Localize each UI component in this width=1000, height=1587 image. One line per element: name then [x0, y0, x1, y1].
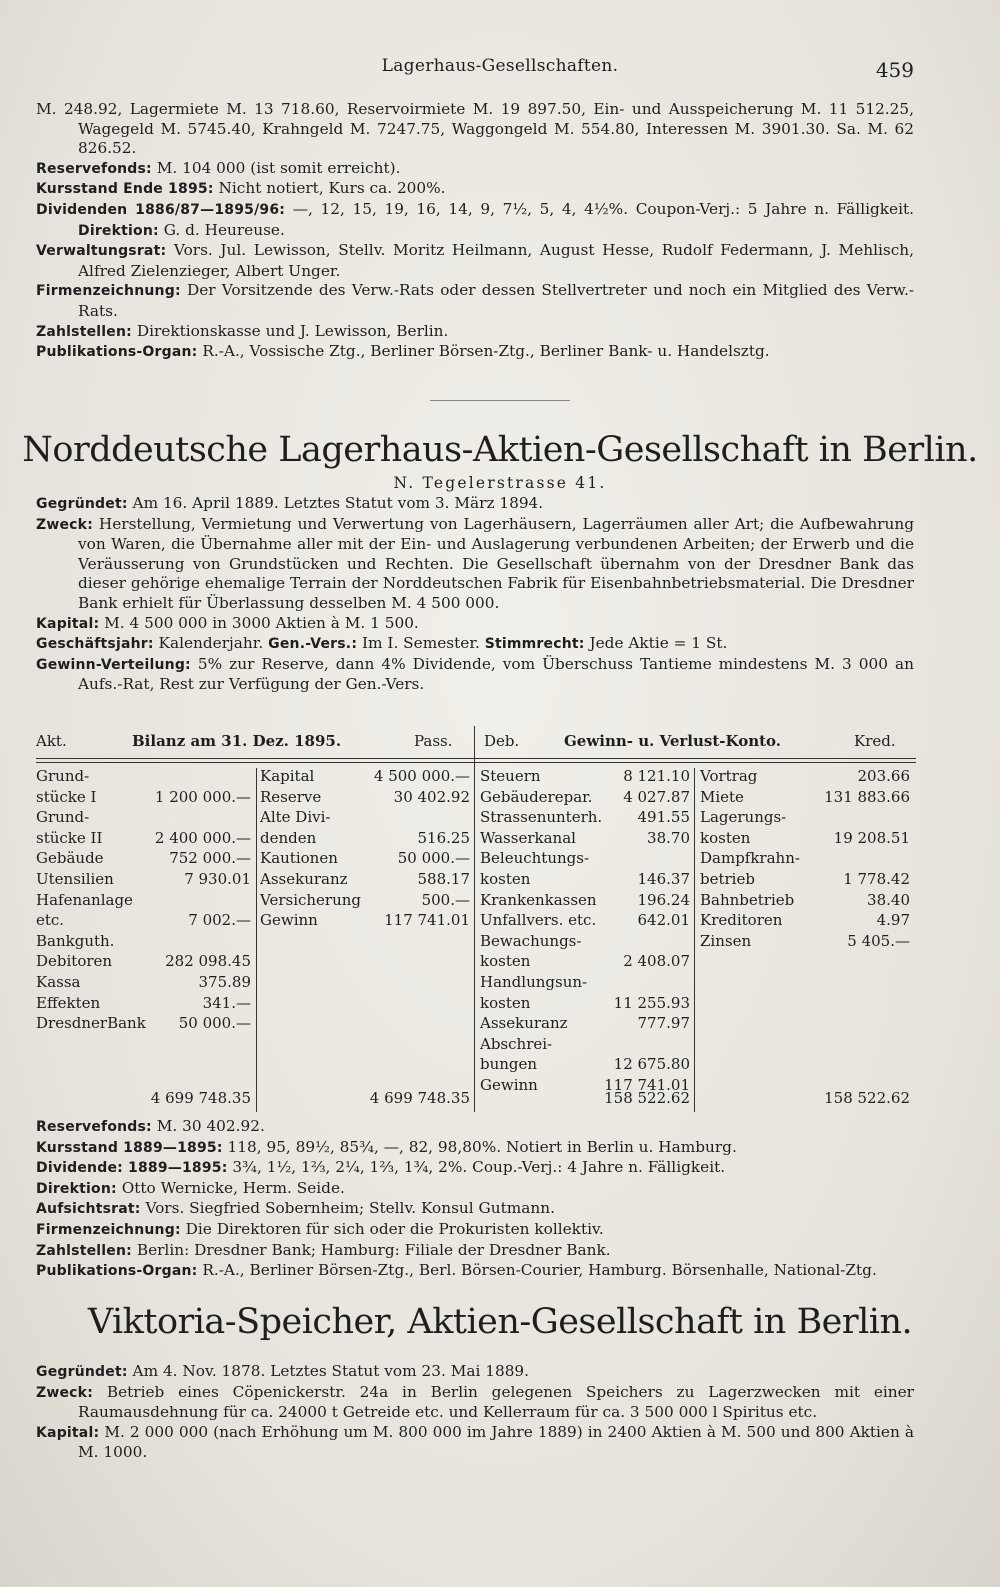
passiva-row-value: 516.25 — [417, 828, 470, 847]
guv-sum-kredit: 158 522.62 — [824, 1089, 910, 1107]
kredit-row-label: Vortrag — [700, 767, 758, 785]
debet-row-value: 11 255.93 — [613, 993, 690, 1012]
prev-kursstand: Kursstand Ende 1895: Nicht notiert, Kurs ca. 200%. — [36, 179, 446, 198]
debet-row-value: 642.01 — [637, 911, 690, 930]
passiva-row-label: Kautionen — [260, 849, 338, 868]
debet-row-label: Strassenunterh. — [480, 808, 603, 827]
running-title: Lagerhaus-Gesellschaften. — [381, 56, 619, 76]
debet-row-value: 38.70 — [647, 828, 690, 847]
bilanz-akt-label: Akt. — [36, 732, 67, 750]
kredit-row-label: betrieb — [700, 870, 755, 888]
section-divider — [430, 400, 570, 401]
nla-firmenzeichnung: Firmenzeichnung: Die Direktoren für sich oder die Prokuristen kollektiv. — [36, 1219, 604, 1238]
passiva-row-value: 588.17 — [417, 870, 470, 888]
passiva-row-label: Gewinn — [260, 911, 318, 930]
center-divider — [474, 726, 475, 1112]
passiva-row-value: 117 741.01 — [384, 911, 470, 930]
nla-dividende: Dividende: 1889—1895: 3¾, 1½, 1⅔, 2¼, 1⅔, 1¾, 2%. Coup.-Verj.: 4 Jahre n. Fälligkeit. — [36, 1158, 726, 1177]
aktiva-row-value: 752 000.— — [169, 849, 251, 868]
debet-row-value: 777.97 — [637, 1014, 690, 1033]
passiva-row-label: denden — [260, 828, 317, 847]
debet-row-label: Steuern — [480, 767, 541, 785]
aktiva-row-label: stücke II — [36, 828, 103, 847]
kredit-row-value: 4.97 — [876, 911, 910, 930]
passiva-row-label: Kapital — [260, 767, 315, 785]
debet-row-value: 491.55 — [637, 808, 690, 827]
nla-gewinn-verteilung: Gewinn-Verteilung: 5% zur Reserve, dann 4% Dividende, vom Überschuss Tantieme mindestens M. 3 000 an Aufs.-Rat, Rest zur Verfügung der Gen.-Vers. — [36, 654, 914, 694]
guv-kred-label: Kred. — [854, 732, 896, 750]
financial-tables — [36, 732, 916, 1112]
bilanz-title: Bilanz am 31. Dez. 1895. — [132, 732, 342, 750]
aktiva-row-label: Grund- — [36, 808, 90, 827]
bilanz-sum-aktiva: 4 699 748.35 — [150, 1089, 251, 1107]
debet-row-label: kosten — [480, 870, 531, 888]
guv-deb-label: Deb. — [484, 732, 520, 750]
guv-divider — [694, 768, 695, 1112]
debet-row-label: Beleuchtungs- — [480, 849, 590, 868]
nla-gegruendet: Gegründet: Am 16. April 1889. Letztes Statut vom 3. März 1894. — [36, 494, 544, 512]
debet-row-label: kosten — [480, 993, 531, 1012]
aktiva-row-value: 282 098.45 — [165, 952, 251, 971]
prev-company-section — [36, 100, 914, 363]
kredit-row-value: 5 405.— — [847, 931, 910, 950]
aktiva-row-value: 50 000.— — [178, 1014, 251, 1033]
kredit-row-label: Bahnbetrieb — [700, 890, 795, 909]
kredit-row-value: 1 778.42 — [843, 870, 910, 888]
nla-aufsichtsrat: Aufsichtsrat: Vors. Siegfried Sobernheim; Stellv. Konsul Gutmann. — [36, 1199, 555, 1218]
nla-publikation: Publikations-Organ: R.-A., Berliner Börsen-Ztg., Berl. Börsen-Courier, Hamburg. Börsenhalle, National-Ztg. — [36, 1261, 877, 1280]
debet-row-value: 117 741.01 — [604, 1076, 690, 1094]
aktiva-row-value: 7 930.01 — [184, 870, 251, 888]
nla-kursstand: Kursstand 1889—1895: 118, 95, 89½, 85¾, —, 82, 98,80%. Notiert in Berlin u. Hamburg. — [36, 1137, 737, 1156]
kredit-row-value: 131 883.66 — [824, 787, 910, 806]
aktiva-row-label: etc. — [36, 911, 65, 930]
debet-row-label: Gebäuderepar. — [480, 787, 593, 806]
kredit-row-label: Dampfkrahn- — [700, 849, 800, 868]
debet-row-value: 8 121.10 — [623, 767, 690, 785]
vik-gegruendet: Gegründet: Am 4. Nov. 1878. Letztes Statut vom 23. Mai 1889. — [36, 1362, 530, 1380]
debet-row-label: Handlungsun- — [480, 973, 588, 991]
nla-title: Norddeutsche Lagerhaus-Aktien-Gesellschaft in Berlin. — [22, 430, 978, 470]
prev-firmenzeichnung: Firmenzeichnung: Der Vorsitzende des Verw.-Rats oder dessen Stellvertreter und noch ein Mitglied des Verw.-Rats. — [36, 281, 914, 320]
debet-row-label: kosten — [480, 952, 531, 971]
prev-publikation: Publikations-Organ: R.-A., Vossische Ztg., Berliner Börsen-Ztg., Berliner Bank- u. Handelsztg. — [36, 342, 770, 361]
passiva-row-label: Versicherung — [260, 890, 362, 909]
kredit-row-label: Kreditoren — [700, 911, 783, 930]
aktiva-row-label: Bankguth. — [36, 931, 115, 950]
aktiva-row-value: 341.— — [202, 993, 251, 1012]
prev-reservefonds: Reservefonds: M. 104 000 (ist somit erreicht). — [36, 158, 401, 177]
aktiva-row-label: Effekten — [36, 993, 101, 1012]
passiva-row-value: 30 402.92 — [393, 787, 470, 806]
aktiva-row-label: Debitoren — [36, 952, 113, 971]
kredit-row-value: 38.40 — [867, 890, 910, 909]
kredit-row-label: Zinsen — [700, 931, 752, 950]
bilanz-divider — [256, 768, 257, 1112]
table-top-rule-2 — [36, 762, 916, 763]
debet-row-label: Krankenkassen — [480, 890, 597, 909]
debet-row-label: Unfallvers. etc. — [480, 911, 597, 930]
passiva-row-label: Alte Divi- — [260, 808, 331, 827]
passiva-row-value: 500.— — [421, 890, 470, 909]
prev-verwaltungsrat: Verwaltungsrat: Vors. Jul. Lewisson, Stellv. Moritz Heilmann, August Hesse, Rudolf Federmann, J. Mehlisch, Alfred Zielenzieger, Albert Unger. — [36, 241, 914, 280]
debet-row-value: 12 675.80 — [613, 1055, 690, 1074]
table-top-rule — [36, 758, 916, 759]
passiva-row-label: Assekuranz — [260, 870, 348, 888]
debet-row-label: Gewinn — [480, 1076, 538, 1094]
debet-row-label: Assekuranz — [480, 1014, 568, 1033]
debet-row-label: bungen — [480, 1055, 538, 1074]
debet-row-value: 4 027.87 — [623, 787, 690, 806]
kredit-row-label: kosten — [700, 828, 751, 847]
vik-info-section — [36, 1362, 914, 1463]
debet-row-value: 146.37 — [637, 870, 690, 888]
passiva-row-label: Reserve — [260, 787, 322, 806]
passiva-row-value: 4 500 000.— — [373, 767, 470, 785]
aktiva-row-label: Kassa — [36, 973, 81, 991]
debet-row-label: Abschrei- — [480, 1034, 553, 1053]
aktiva-row-value: 7 002.— — [188, 911, 251, 930]
nla-info-section — [36, 494, 914, 695]
kredit-row-label: Miete — [700, 787, 744, 806]
nla-zweck: Zweck: Herstellung, Vermietung und Verwertung von Lagerhäusern, Lagerräumen aller Art; die Aufbewahrung von Waren, die Übernahme aller mit der Ein- und Auslagerung verbundenen Arbeiten; der Erwerb und die Veräusserung von Grundstücken und Rechten. Die Gesellschaft übernahm von der Dresdner Bank das dieser gehörige ehemalige Terrain der Norddeutschen Fabrik für Eisenbahnbetriebsmaterial. Die Dresdner Bank erhielt für Überlassung desselben M. 4 500 000. — [36, 514, 914, 612]
nla-direktion: Direktion: Otto Wernicke, Herm. Seide. — [36, 1178, 345, 1197]
nla-reservefonds: Reservefonds: M. 30 402.92. — [36, 1117, 265, 1135]
kredit-row-value: 19 208.51 — [833, 828, 910, 847]
prev-zahlstellen: Zahlstellen: Direktionskasse und J. Lewisson, Berlin. — [36, 321, 449, 340]
debet-row-label: Bewachungs- — [480, 931, 582, 950]
debet-row-value: 196.24 — [637, 890, 690, 909]
aktiva-row-label: Grund- — [36, 767, 90, 785]
passiva-row-value: 50 000.— — [397, 849, 470, 868]
guv-sum-debet: 158 522.62 — [604, 1089, 690, 1107]
debet-row-value: 2 408.07 — [623, 952, 690, 971]
bilanz-sum-passiva: 4 699 748.35 — [369, 1089, 470, 1107]
vik-kapital: Kapital: M. 2 000 000 (nach Erhöhung um M. 800 000 im Jahre 1889) in 2400 Aktien à M. 500 und 800 Aktien à M. 1000. — [36, 1422, 914, 1462]
aktiva-row-label: Utensilien — [36, 870, 114, 888]
nla-address: N. Tegelerstrasse 41. — [393, 474, 607, 492]
vik-title: Viktoria-Speicher, Aktien-Gesellschaft in Berlin. — [87, 1302, 913, 1342]
nla-footer-section — [36, 1117, 914, 1282]
aktiva-row-label: Gebäude — [36, 849, 104, 868]
bilanz-pass-label: Pass. — [414, 732, 453, 750]
aktiva-row-label: Hafenanlage — [36, 890, 133, 909]
aktiva-row-value: 375.89 — [198, 973, 251, 991]
nla-zahlstellen: Zahlstellen: Berlin: Dresdner Bank; Hamburg: Filiale der Dresdner Bank. — [36, 1240, 611, 1259]
aktiva-row-label: stücke I — [36, 787, 97, 806]
prev-income-line: M. 248.92, Lagermiete M. 13 718.60, Reservoirmiete M. 19 897.50, Ein- und Ausspeicherung M. 11 512.25, Wagegeld M. 5745.40, Krahngeld M. 7247.75, Waggongeld M. 554.80, Interessen M. 3901.30. Sa. M. 62 826.52. — [36, 100, 914, 158]
nla-kapital: Kapital: M. 4 500 000 in 3000 Aktien à M. 1 500. — [36, 613, 419, 632]
kredit-row-label: Lagerungs- — [700, 808, 787, 827]
aktiva-row-value: 1 200 000.— — [154, 787, 251, 806]
debet-row-label: Wasserkanal — [480, 828, 576, 847]
vik-zweck: Zweck: Betrieb eines Cöpenickerstr. 24a in Berlin gelegenen Speichers zu Lagerzwecken mit einer Raumausdehnung für ca. 24000 t Getreide etc. und Kellerraum für ca. 3 500 000 l Spiritus etc. — [36, 1382, 914, 1422]
aktiva-row-value: 2 400 000.— — [154, 828, 251, 847]
page-number: 459 — [875, 58, 914, 82]
prev-dividenden: Dividenden 1886/87—1895/96: —, 12, 15, 19, 16, 14, 9, 7½, 5, 4, 4½%. Coupon-Verj.: 5 Jahre n. Fälligkeit. Direktion: G. d. Heureuse. — [36, 199, 914, 239]
aktiva-row-label: DresdnerBank — [36, 1014, 146, 1033]
guv-title: Gewinn- u. Verlust-Konto. — [564, 732, 781, 750]
kredit-row-value: 203.66 — [857, 767, 910, 785]
nla-geschaeftsjahr: Geschäftsjahr: Kalenderjahr. Gen.-Vers.: Im I. Semester. Stimmrecht: Jede Aktie = 1 St. — [36, 634, 728, 653]
